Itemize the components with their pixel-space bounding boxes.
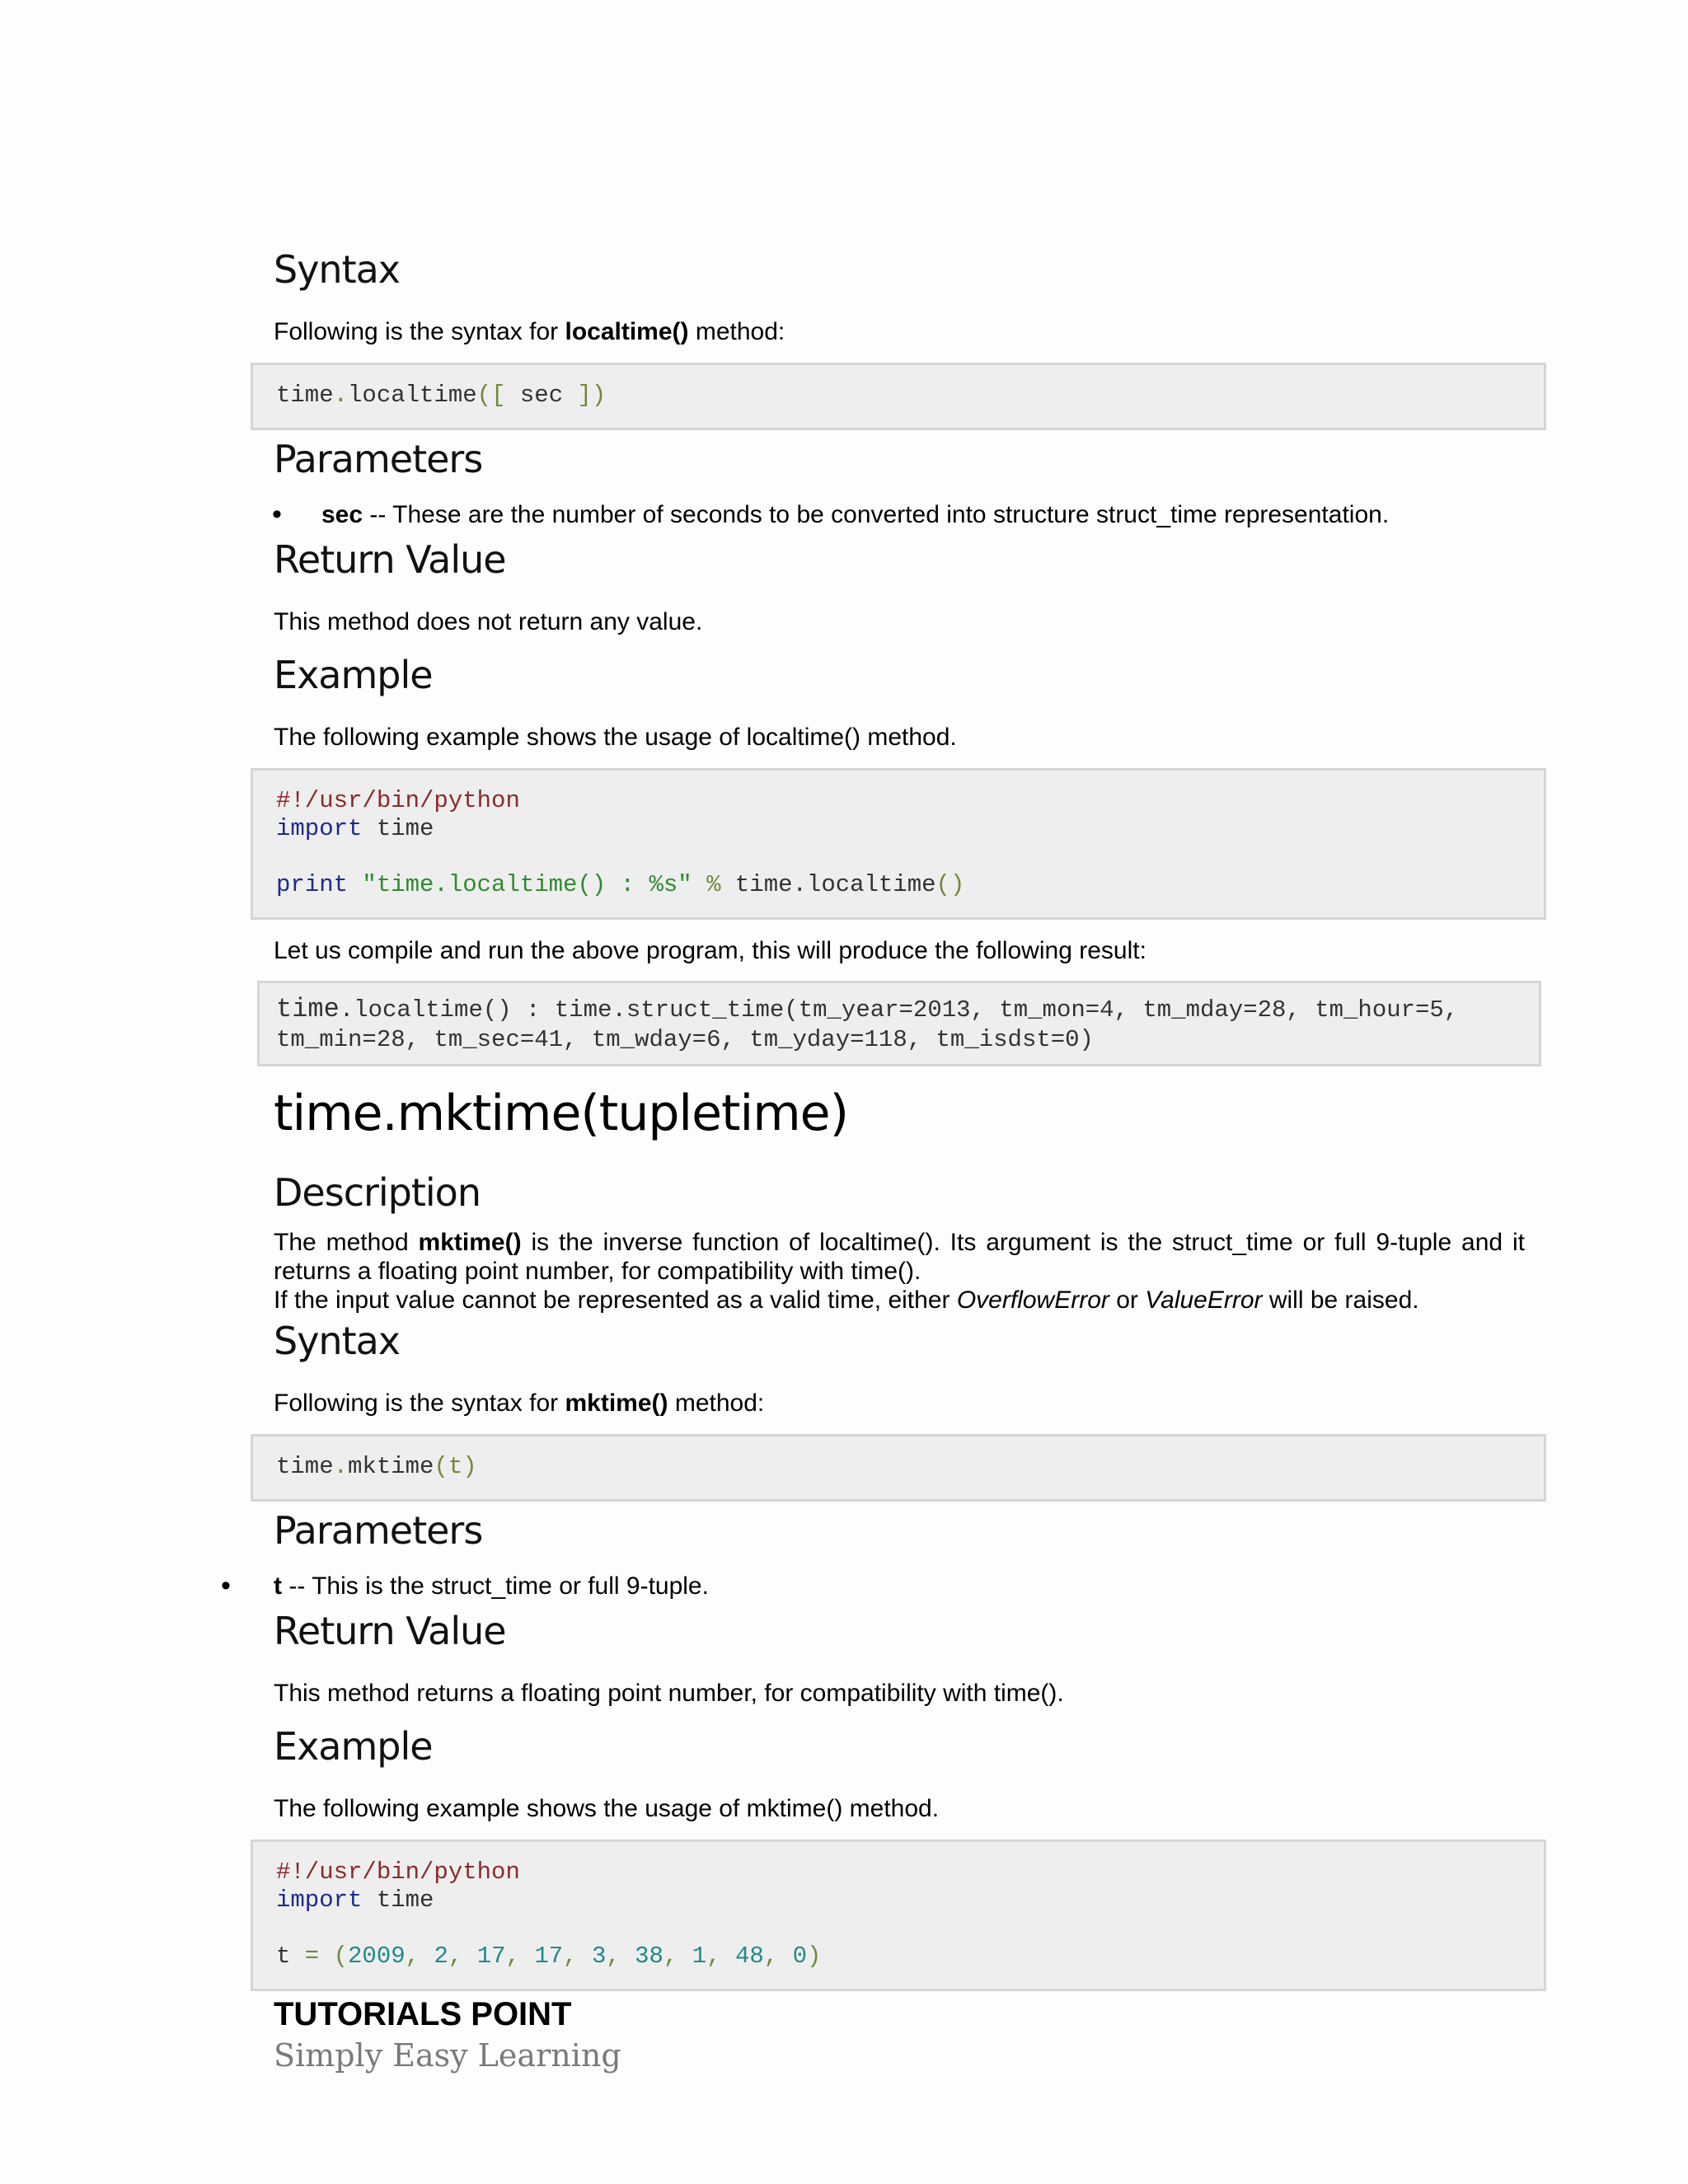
tuple-number: 2 bbox=[434, 1943, 448, 1970]
example-code-block bbox=[251, 1840, 1546, 1991]
tuple-number: 17 bbox=[534, 1943, 564, 1970]
tuple-separator: , bbox=[405, 1943, 434, 1970]
parameters-heading: Parameters bbox=[274, 437, 483, 481]
result-intro: Let us compile and run the above program, this will produce the following result: bbox=[274, 937, 1146, 964]
tuple-values bbox=[348, 1943, 807, 1970]
example-intro: The following example shows the usage of localtime() method. bbox=[274, 724, 957, 751]
tuple-separator: , bbox=[606, 1943, 635, 1970]
syntax-intro-method: mktime() bbox=[565, 1390, 668, 1417]
code-token: t bbox=[276, 1943, 291, 1970]
return-value-heading: Return Value bbox=[274, 1609, 506, 1653]
code-token: ) bbox=[807, 1943, 822, 1970]
return-value-text: This method returns a floating point number, for compatibility with time(). bbox=[274, 1680, 1064, 1707]
param-name: sec bbox=[321, 501, 363, 528]
tuple-number: 38 bbox=[635, 1943, 663, 1970]
tuple-number: 0 bbox=[792, 1943, 808, 1970]
syntax-intro-text: Following is the syntax for bbox=[274, 1390, 565, 1417]
code-string: "time.localtime() : %s" bbox=[348, 871, 692, 898]
tuple-separator: , bbox=[706, 1943, 735, 1970]
tuple-number: 48 bbox=[735, 1943, 764, 1970]
description-text bbox=[274, 1228, 1525, 1315]
code-token: . bbox=[333, 382, 349, 409]
syntax-heading: Syntax bbox=[274, 247, 401, 292]
desc-text: The method bbox=[274, 1229, 419, 1256]
code-token: ]) bbox=[563, 382, 607, 409]
desc-error-name: OverflowError bbox=[956, 1286, 1109, 1314]
code-token: time bbox=[276, 382, 334, 409]
code-token: () bbox=[935, 871, 965, 898]
section-title: time.mktime(tupletime) bbox=[274, 1085, 848, 1142]
code-token: (t) bbox=[434, 1453, 477, 1480]
output-line: .localtime() : time.struct_time(tm_year=2013, tm_mon=4, tm_mday=28, tm_hour=5, bbox=[339, 996, 1459, 1024]
parameters-heading: Parameters bbox=[274, 1508, 483, 1553]
syntax-intro-text: Following is the syntax for bbox=[274, 318, 565, 345]
param-description: -- This is the struct_time or full 9-tuple. bbox=[282, 1572, 709, 1600]
syntax-heading: Syntax bbox=[274, 1319, 401, 1363]
tuple-separator: , bbox=[563, 1943, 592, 1970]
result-output-block bbox=[257, 981, 1541, 1066]
desc-method: mktime() bbox=[418, 1229, 522, 1256]
code-operator: % bbox=[692, 871, 721, 898]
code-token: localtime bbox=[348, 382, 477, 409]
syntax-intro-method: localtime() bbox=[565, 318, 689, 345]
code-token: . bbox=[333, 1453, 349, 1480]
desc-error-name: ValueError bbox=[1145, 1286, 1263, 1314]
tuple-number: 17 bbox=[476, 1943, 506, 1970]
output-token: time bbox=[276, 994, 340, 1024]
bullet-dot: • bbox=[272, 499, 282, 530]
syntax-intro bbox=[274, 1389, 764, 1418]
example-code-block bbox=[251, 768, 1546, 920]
example-heading: Example bbox=[274, 1724, 433, 1769]
tuple-number: 1 bbox=[692, 1943, 707, 1970]
syntax-intro-suffix: method: bbox=[668, 1390, 765, 1417]
code-keyword: import bbox=[276, 815, 363, 842]
tuple-number: 2009 bbox=[348, 1943, 406, 1970]
example-heading: Example bbox=[274, 653, 433, 697]
footer-brand: TUTORIALS POINT bbox=[274, 1996, 572, 2032]
output-line: tm_min=28, tm_sec=41, tm_wday=6, tm_yday=118, tm_isdst=0) bbox=[276, 1026, 1094, 1053]
return-value-text: This method does not return any value. bbox=[274, 608, 703, 635]
syntax-intro bbox=[274, 317, 785, 346]
example-intro: The following example shows the usage of mktime() method. bbox=[274, 1795, 940, 1822]
code-keyword: import bbox=[276, 1886, 363, 1914]
tuple-separator: , bbox=[763, 1943, 793, 1970]
return-value-heading: Return Value bbox=[274, 537, 506, 582]
code-token: sec bbox=[519, 382, 564, 409]
syntax-code-block bbox=[251, 363, 1546, 430]
code-token: time bbox=[276, 1453, 334, 1480]
bullet-dot: • bbox=[221, 1570, 231, 1601]
code-token: mktime bbox=[348, 1453, 434, 1480]
code-token: time.localtime bbox=[720, 871, 936, 898]
code-line: #!/usr/bin/python bbox=[276, 1858, 520, 1886]
code-line: #!/usr/bin/python bbox=[276, 787, 520, 814]
desc-text: will be raised. bbox=[1262, 1286, 1419, 1314]
desc-text: If the input value cannot be represented as a valid time, either bbox=[274, 1286, 957, 1314]
syntax-code-block bbox=[251, 1434, 1546, 1502]
code-keyword: print bbox=[276, 871, 349, 898]
param-name: t bbox=[274, 1572, 282, 1600]
syntax-intro-suffix: method: bbox=[688, 318, 785, 345]
code-token: ([ bbox=[476, 382, 520, 409]
param-item bbox=[274, 1572, 709, 1601]
desc-text: is the inverse function of localtime(). Its argument is the struct_time or full 9-tuple and it returns a floating point number, for compatibility with time(). bbox=[274, 1229, 1525, 1285]
tuple-separator: , bbox=[448, 1943, 477, 1970]
desc-text: or bbox=[1109, 1286, 1146, 1314]
description-heading: Description bbox=[274, 1170, 481, 1215]
footer-tagline: Simply Easy Learning bbox=[274, 2037, 621, 2074]
code-operator: = ( bbox=[290, 1943, 349, 1970]
tuple-number: 3 bbox=[591, 1943, 607, 1970]
code-token: time bbox=[362, 1886, 434, 1914]
code-token: time bbox=[362, 815, 434, 842]
tuple-separator: , bbox=[663, 1943, 692, 1970]
param-item bbox=[321, 500, 1389, 529]
tuple-separator: , bbox=[505, 1943, 535, 1970]
param-description: -- These are the number of seconds to be converted into structure struct_time representation. bbox=[363, 501, 1390, 528]
